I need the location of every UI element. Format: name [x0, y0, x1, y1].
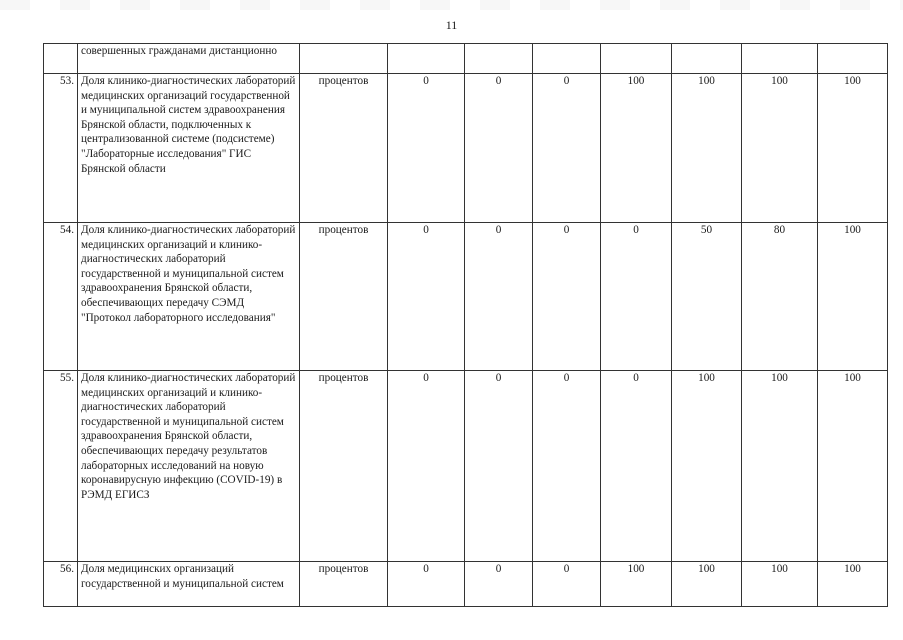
value-cell: 100	[672, 371, 742, 562]
scan-edge-artifact	[0, 0, 903, 10]
value-cell: 80	[742, 223, 818, 371]
indicator-name: Доля медицинских организаций государственной и муниципальной систем	[78, 562, 300, 607]
value-cell: 100	[601, 562, 672, 607]
value-cell: 0	[533, 223, 601, 371]
indicator-name: Доля клинико-диагностических лабораторий медицинских организаций государственной и муниципальной систем здравоохранения Брянской области, подключенных к централизованной системе (подсистеме) "Лабораторные исследования" ГИС Брянской области	[78, 74, 300, 223]
indicator-name: Доля клинико-диагностических лабораторий медицинских организаций и клинико-диагностических лабораторий государственной и муниципальной систем здравоохранения Брянской области, обеспечивающих передачу результатов лабораторных исследований на новую коронавирусную инфекцию (COVID-19) в РЭМД ЕГИСЗ	[78, 371, 300, 562]
value-cell: 0	[465, 223, 533, 371]
unit-label: процентов	[300, 371, 388, 562]
row-number: 54.	[44, 223, 78, 371]
value-cell: 0	[388, 223, 465, 371]
value-cell: 100	[742, 371, 818, 562]
indicator-name: совершенных гражданами дистанционно	[78, 44, 300, 74]
value-cell: 100	[672, 562, 742, 607]
unit-cell	[300, 44, 388, 74]
unit-label: процентов	[300, 223, 388, 371]
row-number: 55.	[44, 371, 78, 562]
row-number: 56.	[44, 562, 78, 607]
value-cell: 0	[601, 371, 672, 562]
value-cell: 100	[818, 562, 888, 607]
table-row	[44, 223, 888, 371]
value-cell: 50	[672, 223, 742, 371]
table-row-continuation	[44, 44, 888, 74]
unit-label: процентов	[300, 74, 388, 223]
value-cell: 0	[465, 74, 533, 223]
value-cell: 100	[742, 562, 818, 607]
value-cell: 100	[672, 74, 742, 223]
table-row	[44, 371, 888, 562]
value-cell	[742, 44, 818, 74]
value-cell	[601, 44, 672, 74]
value-cell	[672, 44, 742, 74]
value-cell	[818, 44, 888, 74]
page-number: 11	[445, 18, 458, 32]
value-cell: 0	[388, 74, 465, 223]
row-number: 53.	[44, 74, 78, 223]
unit-label: процентов	[300, 562, 388, 607]
value-cell: 100	[818, 371, 888, 562]
table-row	[44, 74, 888, 223]
value-cell: 0	[533, 371, 601, 562]
value-cell	[388, 44, 465, 74]
row-number-cell	[44, 44, 78, 74]
value-cell: 0	[465, 562, 533, 607]
value-cell: 0	[388, 371, 465, 562]
value-cell: 100	[601, 74, 672, 223]
value-cell: 100	[818, 223, 888, 371]
value-cell	[533, 44, 601, 74]
value-cell	[465, 44, 533, 74]
table-row	[44, 562, 888, 607]
value-cell: 0	[601, 223, 672, 371]
indicator-name: Доля клинико-диагностических лабораторий медицинских организаций и клинико-диагностических лабораторий государственной и муниципальной систем здравоохранения Брянской области, обеспечивающих передачу СЭМД "Протокол лабораторного исследования"	[78, 223, 300, 371]
value-cell: 0	[533, 74, 601, 223]
indicators-table	[43, 43, 888, 607]
value-cell: 0	[465, 371, 533, 562]
value-cell: 0	[533, 562, 601, 607]
value-cell: 100	[818, 74, 888, 223]
value-cell: 100	[742, 74, 818, 223]
value-cell: 0	[388, 562, 465, 607]
